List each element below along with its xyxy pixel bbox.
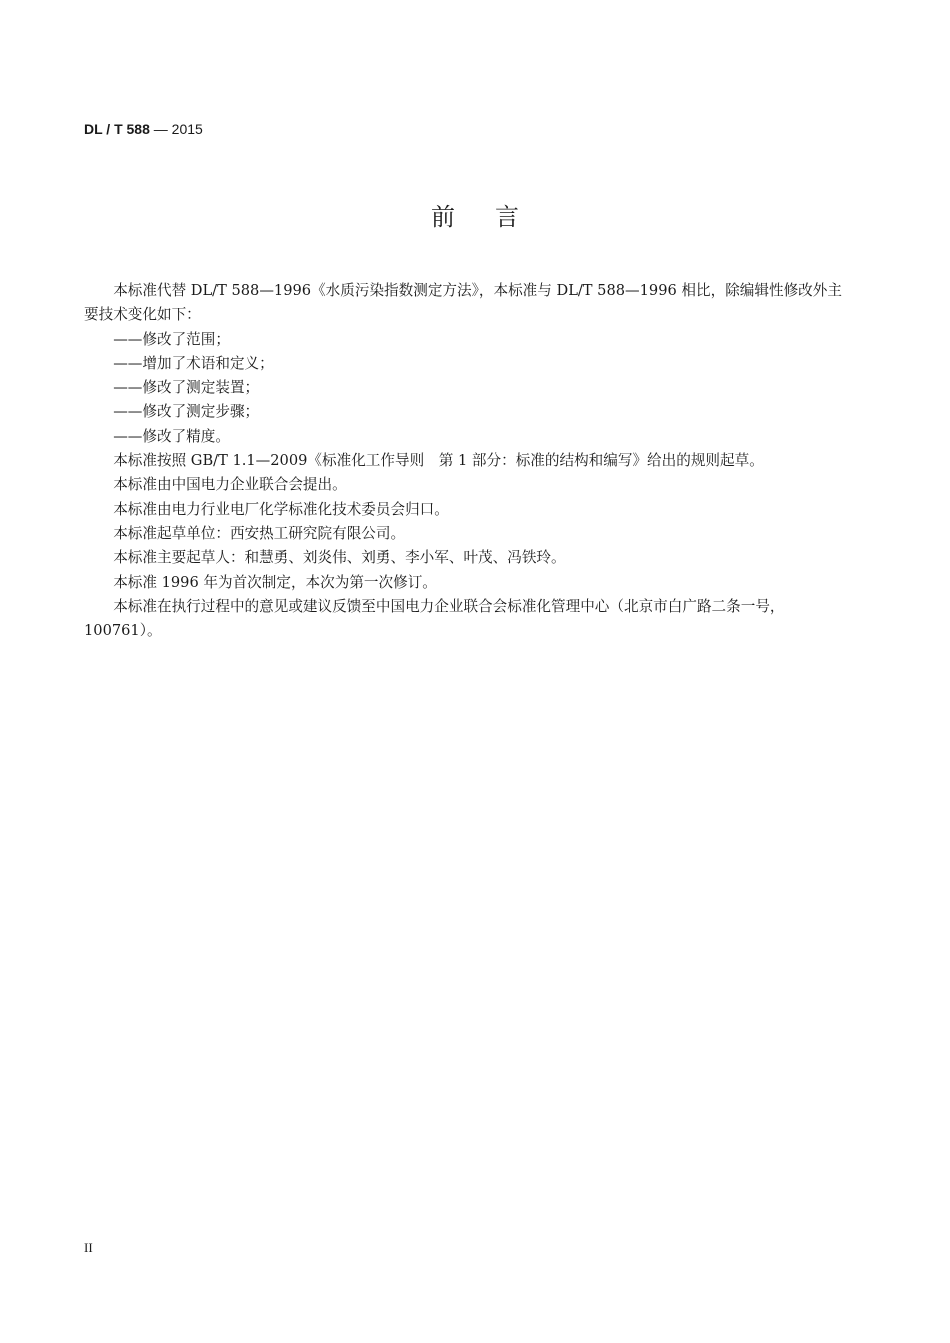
paragraph-feedback: 本标准在执行过程中的意见或建议反馈至中国电力企业联合会标准化管理中心（北京市白广路二条一号，100761）。 [84,597,785,640]
paragraph-revision-history: 本标准 1996 年为首次制定，本次为第一次修订。 [113,573,437,591]
paragraph-main-drafters: 本标准主要起草人：和慧勇、刘炎伟、刘勇、李小军、叶茂、冯铁玲。 [113,549,566,567]
document-header [84,119,203,139]
standard-year: — 2015 [149,121,203,137]
list-item-terms: ——增加了术语和定义； [113,354,274,372]
standard-code: DL / T 588 [84,121,150,137]
page-title: 前言 [431,203,559,231]
paragraph-under-jurisdiction: 本标准由电力行业电厂化学标准化技术委员会归口。 [113,500,449,518]
list-item-procedure: ——修改了测定步骤； [113,403,260,421]
page-number: II [84,1240,93,1255]
paragraph-drafting-rules: 本标准按照 GB/T 1.1—2009《标准化工作导则 第 1 部分：标准的结构和编写》给出的规则起草。 [113,452,764,470]
paragraph-proposed-by: 本标准由中国电力企业联合会提出。 [113,476,347,494]
paragraph-drafting-unit: 本标准起草单位：西安热工研究院有限公司。 [113,524,406,542]
paragraph-replacement: 本标准代替 DL/T 588—1996《水质污染指数测定方法》，本标准与 DL/T 588—1996 相比，除编辑性修改外主要技术变化如下： [84,282,842,324]
list-item-precision: ——修改了精度。 [113,427,230,445]
preface-body [84,279,844,643]
list-item-scope: ——修改了范围； [113,330,230,348]
list-item-apparatus: ——修改了测定装置； [113,379,260,397]
